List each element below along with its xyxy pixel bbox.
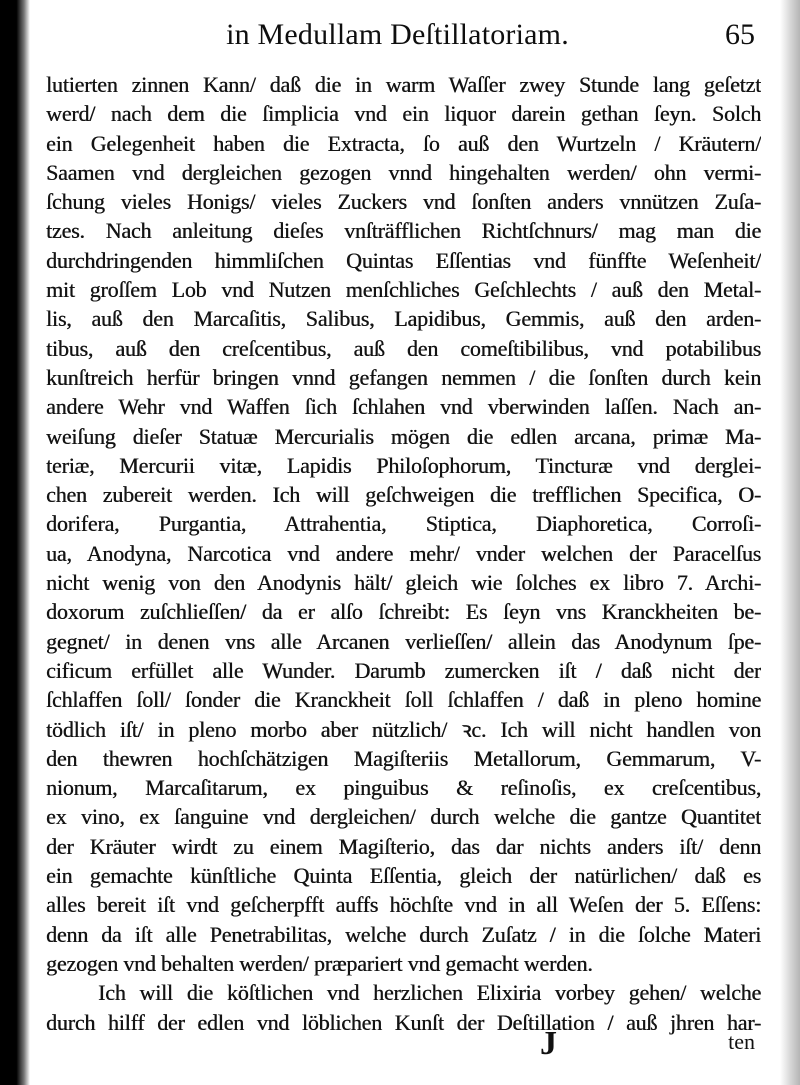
- text-line: ſchung vieles Honigs/ vieles Zuckers vnd ſonſten anders vnnützen Zuſa-: [46, 189, 761, 215]
- text-line: ein Gelegenheit haben die Extracta, ſo auß den Wurtzeln / Kräutern/: [46, 130, 761, 156]
- text-line: alles bereit iſt vnd geſcherpfft auffs höchſte vnd in all Weſen der 5. Eſſens:: [46, 892, 761, 918]
- text-line: tödlich iſt/ in pleno morbo aber nützlich/ ꝛc. Ich will nicht handlen von: [46, 716, 761, 742]
- page-number: 65: [725, 18, 755, 51]
- text-line: gegnet/ in denen vns alle Arcanen verlieſſen/ allein das Anodynum ſpe-: [46, 628, 761, 654]
- text-line: tibus, auß den creſcentibus, auß den comeſtibilibus, vnd potabilibus: [46, 335, 761, 361]
- text-line: cificum erfüllet alle Wunder. Darumb zumercken iſt / daß nicht der: [46, 657, 761, 683]
- text-line: gezogen vnd behalten werden/ præpariert vnd gemacht werden.: [46, 950, 593, 976]
- text-line: tzes. Nach anleitung dieſes vnſträfflichen Richtſchnurs/ mag man die: [46, 218, 761, 244]
- text-line: den thewren hochſchätzigen Magiſteriis Metallorum, Gemmarum, V-: [46, 745, 761, 771]
- text-line: ein gemachte künſtliche Quinta Eſſentia, gleich der natürlichen/ daß es: [46, 863, 761, 889]
- book-gutter-shadow: [0, 0, 30, 1085]
- body-text: [46, 70, 761, 1037]
- text-line: weiſung dieſer Statuæ Mercurialis mögen die edlen arcana, primæ Ma-: [46, 423, 761, 449]
- text-line: lutierten zinnen Kann/ daß die in warm Waſſer zwey Stunde lang geſetzt: [46, 72, 761, 97]
- text-line: ſchlaffen ſoll/ ſonder die Kranckheit ſoll ſchlaffen / daß in pleno homine: [46, 687, 761, 713]
- text-line: dorifera, Purgantia, Attrahentia, Stiptica, Diaphoretica, Corroſi-: [46, 511, 761, 537]
- text-line: werd/ nach dem die ſimplicia vnd ein liquor darein gethan ſeyn. Solch: [46, 101, 761, 127]
- text-line: andere Wehr vnd Waffen ſich ſchlahen vnd vberwinden laſſen. Nach an-: [46, 394, 761, 420]
- text-line: ua, Anodyna, Narcotica vnd andere mehr/ vnder welchen der Paracelſus: [46, 540, 761, 566]
- text-line: nicht wenig von den Anodynis hält/ gleich wie ſolches ex libro 7. Archi-: [46, 570, 761, 596]
- page-footer: [40, 1025, 755, 1061]
- page-edge: [780, 0, 800, 1085]
- catchword: ten: [728, 1029, 755, 1054]
- text-line: Ich will die köſtlichen vnd herzlichen Elixiria vorbey gehen/ welche: [98, 980, 761, 1006]
- text-line: denn da iſt alle Penetrabilitas, welche durch Zuſatz / in die ſolche Materi: [46, 921, 761, 947]
- text-line: Saamen vnd dergleichen gezogen vnnd hingehalten werden/ ohn vermi-: [46, 159, 761, 185]
- text-line: teriæ, Mercurii vitæ, Lapidis Philoſophorum, Tincturæ vnd derglei-: [46, 452, 761, 478]
- text-line: mit groſſem Lob vnd Nutzen menſchliches Geſchlechts / auß den Metal-: [46, 277, 761, 303]
- text-line: ex vino, ex ſanguine vnd dergleichen/ durch welche die gantze Quantitet: [46, 804, 761, 830]
- page-content: [40, 0, 761, 1085]
- signature-mark: J: [540, 1025, 557, 1062]
- text-line: kunſtreich herfür bringen vnnd gefangen nemmen / die ſonſten durch kein: [46, 364, 761, 390]
- text-line: der Kräuter wirdt zu einem Magiſterio, das dar nichts anders iſt/ denn: [46, 833, 761, 859]
- text-line: durchdringenden himmliſchen Quintas Eſſentias vnd fünffte Weſenheit/: [46, 247, 761, 273]
- text-line: doxorum zuſchlieſſen/ da er alſo ſchreibt: Es ſeyn vns Kranckheiten be-: [46, 599, 761, 625]
- text-line: lis, auß den Marcaſitis, Salibus, Lapidibus, Gemmis, auß den arden-: [46, 306, 761, 332]
- text-line: nionum, Marcaſitarum, ex pinguibus & reſinoſis, ex creſcentibus,: [46, 775, 761, 801]
- text-line: chen zubereit werden. Ich will geſchweigen die trefflichen Specifica, O-: [46, 482, 761, 508]
- running-title: in Medullam Deſtillatoriam.: [226, 18, 569, 51]
- text-line: durch hilff der edlen vnd löblichen Kunſt der Deſtillation / auß jhren har-: [46, 1009, 761, 1035]
